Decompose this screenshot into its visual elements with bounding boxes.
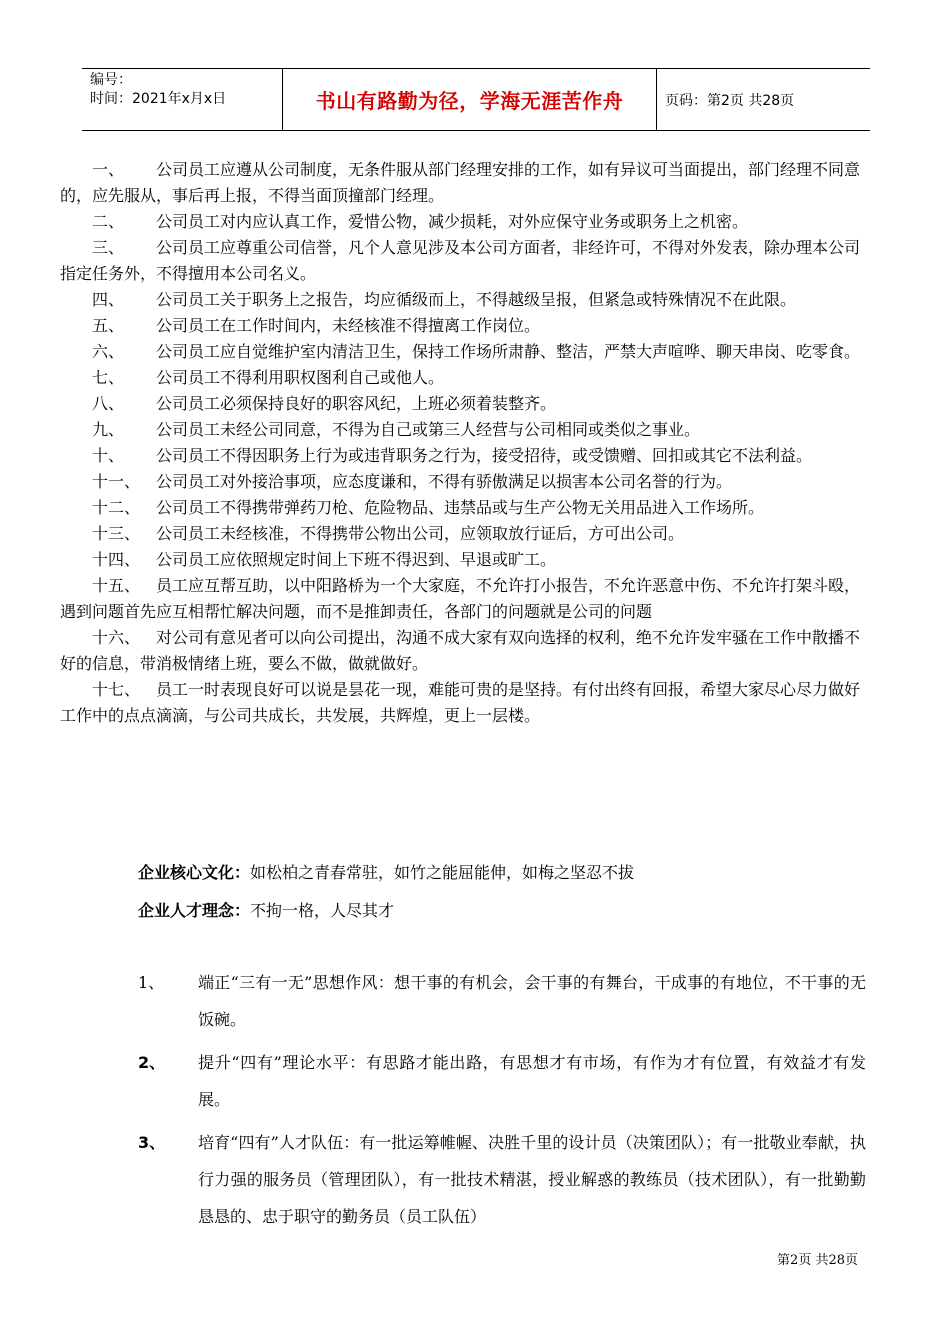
rule-text: 公司员工不得利用职权图利自己或他人。: [156, 368, 445, 387]
rule-number: 二、: [92, 212, 125, 231]
talent-concept: [138, 898, 878, 924]
point-number: 2、: [138, 1053, 166, 1072]
rule-item: [60, 235, 870, 287]
rule-text: 公司员工应自觉维护室内清洁卫生，保持工作场所肃静、整洁，严禁大声喧哗、聊天串岗、吃零食。: [156, 342, 861, 361]
point-text: 培育“四有”人才队伍：有一批运筹帷幄、决胜千里的设计员（决策团队）；有一批敬业奉献，执行力强的服务员（管理团队），有一批技术精湛，授业解惑的教练员（技术团队），有一批勤勤恳恳的、忠于职守的勤务员（员工队伍）: [198, 1133, 866, 1226]
time-label: 时间：2021年x月x日: [90, 91, 227, 107]
rule-item: [60, 677, 870, 729]
rule-number: 五、: [92, 316, 125, 335]
rule-text: 公司员工应遵从公司制度，无条件服从部门经理安排的工作，如有异议可当面提出，部门经理不同意的，应先服从，事后再上报，不得当面顶撞部门经理。: [60, 160, 861, 205]
rule-number: 十三、: [92, 524, 141, 543]
rule-item: [60, 339, 870, 365]
rule-text: 对公司有意见者可以向公司提出，沟通不成大家有双向选择的权利，绝不允许发牢骚在工作中散播不好的信息，带消极情绪上班，要么不做，做就做好。: [60, 628, 861, 673]
rule-number: 九、: [92, 420, 125, 439]
rule-number: 十一、: [92, 472, 141, 491]
rule-item: [60, 573, 870, 625]
rule-item: [60, 287, 870, 313]
point-item: [138, 1044, 866, 1118]
rule-text: 公司员工应尊重公司信誉，凡个人意见涉及本公司方面者，非经许可，不得对外发表，除办理本公司指定任务外，不得擅用本公司名义。: [60, 238, 861, 283]
number-label: 编号：: [90, 72, 132, 88]
talent-concept-label: 企业人才理念：: [138, 901, 251, 920]
rule-text: 公司员工不得携带弹药刀枪、危险物品、违禁品或与生产公物无关用品进入工作场所。: [156, 498, 765, 517]
rule-text: 公司员工不得因职务上行为或违背职务之行为，接受招待，或受馈赠、回扣或其它不法利益。: [156, 446, 813, 465]
rule-number: 十二、: [92, 498, 141, 517]
rule-item: [60, 365, 870, 391]
rule-text: 公司员工未经核准，不得携带公物出公司，应领取放行证后，方可出公司。: [156, 524, 685, 543]
talent-concept-text: 不拘一格，人尽其才: [250, 901, 395, 920]
core-culture-text: 如松柏之青春常驻，如竹之能屈能伸，如梅之坚忍不拔: [250, 863, 635, 882]
rule-number: 一、: [92, 160, 125, 179]
point-text: 提升“四有”理论水平：有思路才能出路，有思想才有市场，有作为才有位置，有效益才有发展。: [198, 1053, 866, 1109]
rule-number: 十、: [92, 446, 125, 465]
header-meta: [90, 71, 285, 109]
point-text: 端正“三有一无”思想作风：想干事的有机会，会干事的有舞台，干成事的有地位，不干事的无饭碗。: [198, 973, 866, 1029]
rule-item: [60, 547, 870, 573]
rule-number: 十七、: [92, 680, 141, 699]
rule-item: [60, 313, 870, 339]
rule-item: [60, 443, 870, 469]
rule-text: 员工应互帮互助，以中阳路桥为一个大家庭，不允许打小报告，不允许恶意中伤、不允许打架斗殴，遇到问题首先应互相帮忙解决问题，而不是推卸责任，各部门的问题就是公司的问题: [60, 576, 861, 621]
rule-text: 公司员工关于职务上之报告，均应循级而上，不得越级呈报，但紧急或特殊情况不在此限。: [156, 290, 797, 309]
core-culture-label: 企业核心文化：: [138, 863, 251, 882]
rule-text: 公司员工应依照规定时间上下班不得迟到、早退或旷工。: [156, 550, 557, 569]
point-item: [138, 964, 866, 1038]
rule-number: 三、: [92, 238, 125, 257]
header-motto: 书山有路勤为径，学海无涯苦作舟: [282, 69, 657, 130]
page-header: [82, 68, 870, 131]
rule-text: 公司员工未经公司同意，不得为自己或第三人经营与公司相同或类似之事业。: [156, 420, 701, 439]
point-item: [138, 1124, 866, 1235]
rule-item: [60, 391, 870, 417]
rule-text: 公司员工对外接洽事项，应态度谦和，不得有骄傲满足以损害本公司名誉的行为。: [156, 472, 733, 491]
rule-item: [60, 469, 870, 495]
rule-text: 公司员工对内应认真工作，爱惜公物，减少损耗，对外应保守业务或职务上之机密。: [156, 212, 749, 231]
rule-number: 四、: [92, 290, 125, 309]
rule-number: 十四、: [92, 550, 141, 569]
rule-item: [60, 625, 870, 677]
core-culture: [138, 860, 878, 886]
rule-text: 员工一时表现良好可以说是昙花一现，难能可贵的是坚持。有付出终有回报，希望大家尽心尽力做好工作中的点点滴滴，与公司共成长，共发展，共辉煌，更上一层楼。: [60, 680, 861, 725]
rule-text: 公司员工必须保持良好的职容风纪，上班必须着装整齐。: [156, 394, 557, 413]
rule-number: 八、: [92, 394, 125, 413]
rule-item: [60, 417, 870, 443]
rule-item: [60, 521, 870, 547]
rule-item: [60, 209, 870, 235]
footer-page-number: 第2页 共28页: [777, 1253, 858, 1268]
rule-item: [60, 495, 870, 521]
point-number: 3、: [138, 1133, 166, 1152]
rule-number: 六、: [92, 342, 125, 361]
rule-number: 七、: [92, 368, 125, 387]
header-page-number: 页码：第2页 共28页: [665, 93, 795, 109]
rule-item: [60, 157, 870, 209]
point-number: 1、: [138, 973, 165, 992]
rule-number: 十六、: [92, 628, 141, 647]
rule-text: 公司员工在工作时间内，未经核准不得擅离工作岗位。: [156, 316, 541, 335]
rule-number: 十五、: [92, 576, 141, 595]
points-list: [138, 964, 866, 1241]
rules-list: [60, 157, 870, 729]
